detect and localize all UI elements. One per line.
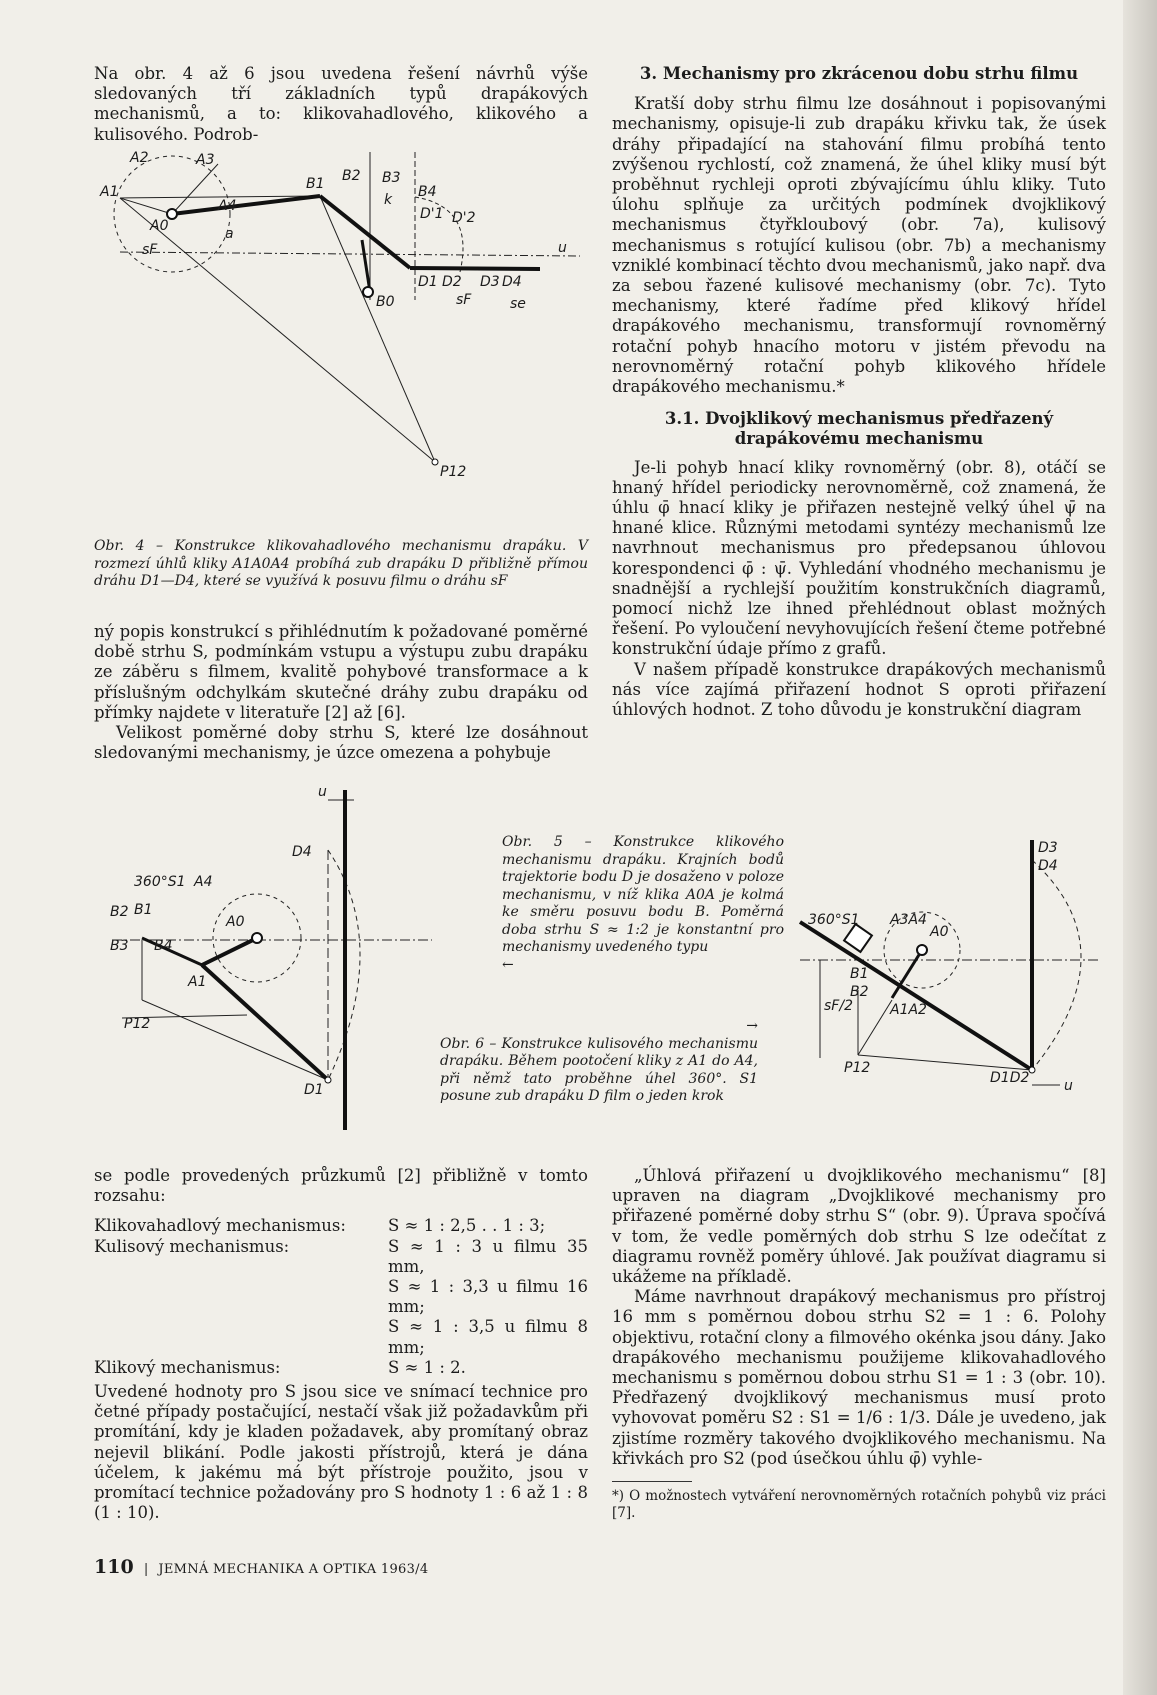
claw-path bbox=[410, 268, 540, 269]
figure-6-caption-text: Obr. 6 – Konstrukce kulisového mechanismu drapáku. Během pootočení kliky z A1 do A4, při němž tato proběhne úhel 360°. S1 posune zub drapáku D film o jeden krok bbox=[440, 1035, 758, 1104]
fig6-label: D1D2 bbox=[990, 1070, 1030, 1086]
fig6-label: D3 bbox=[1038, 840, 1058, 856]
right-column-top bbox=[612, 64, 1106, 720]
mechanism-name: Klikový mechanismus: bbox=[94, 1357, 281, 1377]
paragraph: se podle provedených průzkumů [2] přibližně v tomto rozsahu: bbox=[94, 1166, 588, 1206]
left-column-bottom bbox=[94, 1166, 588, 1523]
right-column-bottom bbox=[612, 1166, 1106, 1522]
projection-line bbox=[142, 1000, 328, 1080]
fig4-label: se bbox=[510, 296, 526, 312]
figure-6 bbox=[800, 840, 1100, 1100]
fig6-label: sF/2 bbox=[824, 998, 853, 1014]
fig4-label: k bbox=[384, 192, 393, 208]
subsection-heading: 3.1. Dvojklikový mechanismus předřazený drapákovému mechanismu bbox=[664, 409, 1054, 449]
fig6-label: A0 bbox=[930, 924, 949, 940]
fig5-label: B3 bbox=[110, 938, 129, 954]
table-row bbox=[94, 1216, 588, 1236]
fig4-label: D2 bbox=[442, 274, 462, 290]
fig6-label: A1A2 bbox=[890, 1002, 927, 1018]
fig5-label: B2 bbox=[110, 904, 129, 920]
mechanism-value: S ≈ 1 : 3,3 u filmu 16 mm; bbox=[388, 1277, 588, 1317]
connecting-rod bbox=[172, 196, 320, 214]
pivot-a0 bbox=[917, 945, 927, 955]
rocker-b0 bbox=[362, 240, 370, 292]
fig4-label: sF bbox=[456, 292, 472, 308]
figure-4-drawing bbox=[100, 152, 590, 532]
mechanism-value: S ≈ 1 : 2,5 . . 1 : 3; bbox=[388, 1216, 546, 1236]
figure-4-caption: Obr. 4 – Konstrukce klikovahadlového mechanismu drapáku. V rozmezí úhlů kliky A1A0A4 probíhá zub drapáku D přibližně přímou dráhu D1—D4, které se využívá k posuvu filmu o dráhu sF bbox=[94, 538, 588, 589]
fig4-label: B1 bbox=[306, 176, 325, 192]
trajectory-arc bbox=[1032, 860, 1081, 1070]
figure-5 bbox=[92, 784, 482, 1150]
pivot-b0 bbox=[363, 287, 373, 297]
fig6-label: 360°S1 bbox=[808, 912, 860, 928]
paragraph: Máme navrhnout drapákový mechanismus pro přístroj 16 mm s poměrnou dobou strhu S2 = 1 : 6. Polohy objektivu, rotační clony a filmového okénka jsou dány. Jako drapákového mechanismu použijeme klikovahadlového mechanismu s poměrnou dobou strhu S1 = 1 : 3 (obr. 10). Předřazený dvojklikový mechanismus musí proto vyhovovat poměru S2 : S1 = 1/6 : 1/3. Dále je uvedeno, jak zjistíme rozměry takového dvojklikového mechanismu. Na křivkách pro S2 (pod úsečkou úhlu φ̄) vyhle- bbox=[612, 1287, 1106, 1468]
arrow-left-icon: ← bbox=[502, 956, 514, 973]
pivot-a0 bbox=[252, 933, 262, 943]
mechanism-table bbox=[94, 1216, 588, 1378]
projection-line-1 bbox=[120, 198, 435, 462]
table-row bbox=[94, 1237, 588, 1277]
paragraph: V našem případě konstrukce drapákových mechanismů nás více zajímá přiřazení hodnot S oproti přiřazení úhlových hodnot. Z toho důvodu je konstrukční diagram bbox=[612, 659, 1106, 720]
fig5-label: A1 bbox=[188, 974, 207, 990]
mechanism-value: S ≈ 1 : 3 u filmu 35 mm, bbox=[388, 1236, 588, 1276]
fig4-label: A0 bbox=[150, 218, 169, 234]
fig4-label: D1 bbox=[418, 274, 438, 290]
mechanism-name: Klikovahadlový mechanismus: bbox=[94, 1216, 346, 1236]
table-row bbox=[94, 1317, 588, 1357]
fig4-label: u bbox=[558, 240, 567, 256]
projection-line-2 bbox=[858, 1000, 892, 1055]
left-column-middle bbox=[94, 622, 588, 763]
mechanism-value: S ≈ 1 : 2. bbox=[388, 1357, 466, 1377]
section-heading: 3. Mechanismy pro zkrácenou dobu strhu filmu bbox=[639, 64, 1079, 83]
projection-line bbox=[858, 1055, 1032, 1070]
fig4-label: D4 bbox=[502, 274, 522, 290]
crank-a3 bbox=[172, 164, 218, 214]
table-row bbox=[94, 1358, 588, 1378]
fig5-label: P12 bbox=[124, 1016, 151, 1032]
fig5-label: A0 bbox=[226, 914, 245, 930]
figure-5-caption-text: Obr. 5 – Konstrukce klikového mechanismu drapáku. Krajních bodů trajektorie bodu D je dosaženo v poloze mechanismu, v níž klika A0A je kolmá ke směru posuvu bodu B. Poměrná doba strhu S ≈ 1:2 je konstantní pro mechanismy uvedeného typu bbox=[502, 834, 784, 955]
fig4-label: D'2 bbox=[452, 210, 476, 226]
fig5-label: D4 bbox=[292, 844, 312, 860]
intro-paragraph: Na obr. 4 až 6 jsou uvedena řešení návrhů výše sledovaných tří základních typů drapákových mechanismů, a to: klikovahadlového, klikového a kulisového. Podrob- bbox=[94, 64, 588, 144]
connecting-rod bbox=[202, 965, 328, 1080]
point-d1 bbox=[1029, 1067, 1035, 1073]
fig4-label: A1 bbox=[100, 184, 119, 200]
table-row bbox=[94, 1277, 588, 1317]
paragraph: Je-li pohyb hnací kliky rovnoměrný (obr. 8), otáčí se hnaný hřídel periodicky nerovnoměrně, což znamená, že úhlu φ̄ hnací kliky je přiřazen nestejně velký úhel ψ̄ na hnané klice. Různými metodami syntézy mechanismů lze navrhnout mechanismus pro předepsanou úhlovou korespondenci φ̄ : ψ̄. Vyhledání vhodného mechanismu je snadnější a rychlejší použitím konstrukčních diagramů, pomocí nichž lze ihned přehlédnout oblast možných řešení. Po vyloučení nevyhovujících řešení čteme potřebné konstrukční údaje přímo z grafů. bbox=[612, 457, 1106, 659]
mechanism-name bbox=[94, 1317, 388, 1357]
paragraph: Velikost poměrné doby strhu S, které lze dosáhnout sledovanými mechanismy, je úzce omezena a pohybuje bbox=[94, 723, 588, 763]
fig5-label: B1 bbox=[134, 902, 153, 918]
fig5-label: A4 bbox=[194, 874, 213, 890]
fig4-label: B0 bbox=[376, 294, 395, 310]
fig4-label: sF bbox=[142, 242, 158, 258]
point-d1 bbox=[325, 1077, 331, 1083]
figure-5-caption bbox=[502, 834, 784, 974]
mechanism-name bbox=[94, 1277, 388, 1317]
fig6-label: B2 bbox=[850, 984, 869, 1000]
fig4-label: D3 bbox=[480, 274, 500, 290]
page-edge-shadow bbox=[1123, 0, 1157, 1695]
fig6-label: A3A4 bbox=[890, 912, 927, 928]
fig6-label: P12 bbox=[844, 1060, 871, 1076]
fig5-label: B4 bbox=[154, 938, 173, 954]
fig4-label: B4 bbox=[418, 184, 437, 200]
crank-arm bbox=[202, 938, 257, 965]
fig4-label: A2 bbox=[130, 150, 149, 166]
figure-5-drawing bbox=[92, 784, 482, 1150]
pivot-a0 bbox=[167, 209, 177, 219]
fig6-label: B1 bbox=[850, 966, 869, 982]
fig4-label: B2 bbox=[342, 168, 361, 184]
mechanism-value: S ≈ 1 : 3,5 u filmu 8 mm; bbox=[388, 1317, 588, 1357]
fig6-label: u bbox=[1064, 1078, 1073, 1094]
projection-line-2 bbox=[320, 196, 435, 462]
fig4-label: P12 bbox=[440, 464, 467, 480]
journal-name: JEMNÁ MECHANIKA A OPTIKA 1963/4 bbox=[158, 1562, 429, 1577]
pole-p12 bbox=[432, 459, 438, 465]
fig4-label: A4 bbox=[218, 198, 237, 214]
page-footer bbox=[94, 1556, 428, 1578]
fig4-label: B3 bbox=[382, 170, 401, 186]
paragraph: Kratší doby strhu filmu lze dosáhnout i popisovanými mechanismy, opisuje-li zub drapáku křivku tak, že úsek dráhy připadající na stahování filmu probíhá tento zvýšenou rychlostí, což znamená, že úhel kliky musí být proběhnut rychleji oproti zbývajícímu úhlu kliky. Tuto úlohu splňuje za určitých podmínek dvojklikový mechanismus čtyřkloubový (obr. 7a), kulisový mechanismus s rotující kulisou (obr. 7b) a mechanismy vzniklé kombinací těchto dvou mechanismů, jako např. dva za sebou řazené kulisové mechanismy (obr. 7c). Tyto mechanismy, které řadíme před klikový hřídel drapákového mechanismu, transformují rovnoměrný rotační pohyb hnacího motoru v jistém převodu na nerovnoměrný rotační pohyb klikového hřídele drapákového mechanismu.* bbox=[612, 94, 1106, 397]
footer-separator: | bbox=[143, 1562, 149, 1577]
figure-6-drawing bbox=[800, 840, 1100, 1100]
arrow-right-icon: → bbox=[746, 1018, 758, 1034]
fig4-label: D'1 bbox=[420, 206, 444, 222]
figure-6-caption bbox=[440, 1018, 758, 1106]
paragraph: „Úhlová přiřazení u dvojklikového mechanismu“ [8] upraven na diagram „Dvojklikové mechanismy pro přiřazené poměrné doby strhu S“ (obr. 9). Úprava spočívá v tom, že vedle poměrných dob strhu S lze odečítat z diagramu rovněž poměry úhlové. Jak používat diagramu si ukážeme na příkladě. bbox=[612, 1166, 1106, 1287]
crank-a1 bbox=[120, 198, 172, 214]
footnote: *) O možnostech vytváření nerovnoměrných rotačních pohybů viz práci [7]. bbox=[612, 1488, 1106, 1522]
fig4-label: A3 bbox=[196, 152, 215, 168]
footnote-rule bbox=[612, 1481, 692, 1482]
left-column-top bbox=[94, 64, 588, 145]
figure-4 bbox=[100, 152, 590, 532]
paragraph: ný popis konstrukcí s přihlédnutím k požadované poměrné době strhu S, podmínkám vstupu a výstupu zubu drapáku ze záběru s filmem, kvalitě pohybové transformace a k příslušným odchylkám skutečné dráhy zubu drapáku od přímky najdete v literatuře [2] až [6]. bbox=[94, 622, 588, 722]
fig5-label: 360°S1 bbox=[134, 874, 186, 890]
fig4-label: a bbox=[225, 226, 234, 242]
page-number: 110 bbox=[94, 1556, 134, 1578]
slider-block bbox=[844, 924, 872, 952]
fig5-label: D1 bbox=[304, 1082, 324, 1098]
fig5-label: u bbox=[318, 784, 327, 800]
slotted-link bbox=[800, 922, 1032, 1070]
paragraph: Uvedené hodnoty pro S jsou sice ve snímací technice pro četné případy postačující, nestačí však již požadavkům při promítání, kdy je kladen požadavek, aby promítaný obraz nejevil blikání. Podle jakosti přístrojů, která je dána účelem, k jakému má být přístroje použito, jsou v promítací technice požadovány pro S hodnoty 1 : 6 až 1 : 8 (1 : 10). bbox=[94, 1382, 588, 1523]
fig6-label: D4 bbox=[1038, 858, 1058, 874]
mechanism-name: Kulisový mechanismus: bbox=[94, 1236, 290, 1256]
